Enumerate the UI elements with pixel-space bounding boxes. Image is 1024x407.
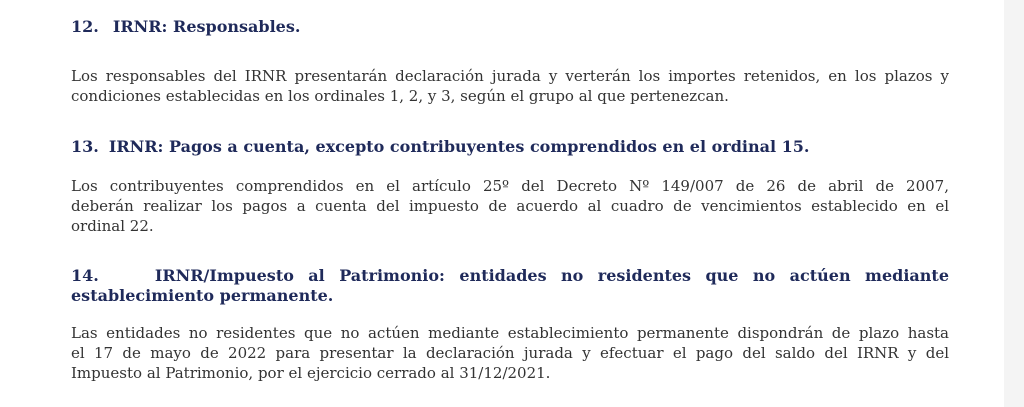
- section-13-paragraph: [71, 176, 949, 236]
- section-14-paragraph: [71, 323, 949, 383]
- section-title: IRNR/Impuesto al Patrimonio: entidades no residentes que no actúen mediante: [154, 266, 949, 285]
- paragraph-line: Los responsables del IRNR presentarán declaración jurada y verterán los importes retenidos, en los plazos y: [71, 67, 949, 85]
- paragraph-line: condiciones establecidas en los ordinales 1, 2, y 3, según el grupo al que pertenezcan.: [71, 87, 729, 105]
- paragraph-line: Impuesto al Patrimonio, por el ejercicio cerrado al 31/12/2021.: [71, 364, 551, 382]
- paragraph-line: Las entidades no residentes que no actúen mediante establecimiento permanente dispondrán de plazo hasta: [71, 324, 949, 342]
- section-number: 13.: [71, 137, 99, 156]
- section-title-line-2: establecimiento permanente.: [71, 286, 334, 305]
- section-14-heading: [71, 266, 949, 306]
- section-13-heading: [71, 137, 949, 157]
- section-title: IRNR: Responsables.: [112, 17, 301, 36]
- section-title: IRNR: Pagos a cuenta, excepto contribuyentes comprendidos en el ordinal 15.: [108, 137, 810, 156]
- paragraph-line: el 17 de mayo de 2022 para presentar la declaración jurada y efectuar el pago del saldo del IRNR y del: [71, 344, 949, 362]
- paragraph-line: deberán realizar los pagos a cuenta del impuesto de acuerdo al cuadro de vencimientos establecido en el: [71, 197, 949, 215]
- section-12-heading: [71, 17, 949, 37]
- section-12-paragraph: [71, 66, 949, 106]
- page-edge-margin: [1004, 0, 1024, 407]
- section-number: 14.: [71, 266, 99, 285]
- section-number: 12.: [71, 17, 99, 36]
- section-14-title-line-1: [71, 266, 949, 286]
- paragraph-line: Los contribuyentes comprendidos en el artículo 25º del Decreto Nº 149/007 de 26 de abril de 2007,: [71, 177, 949, 195]
- paragraph-line: ordinal 22.: [71, 217, 154, 235]
